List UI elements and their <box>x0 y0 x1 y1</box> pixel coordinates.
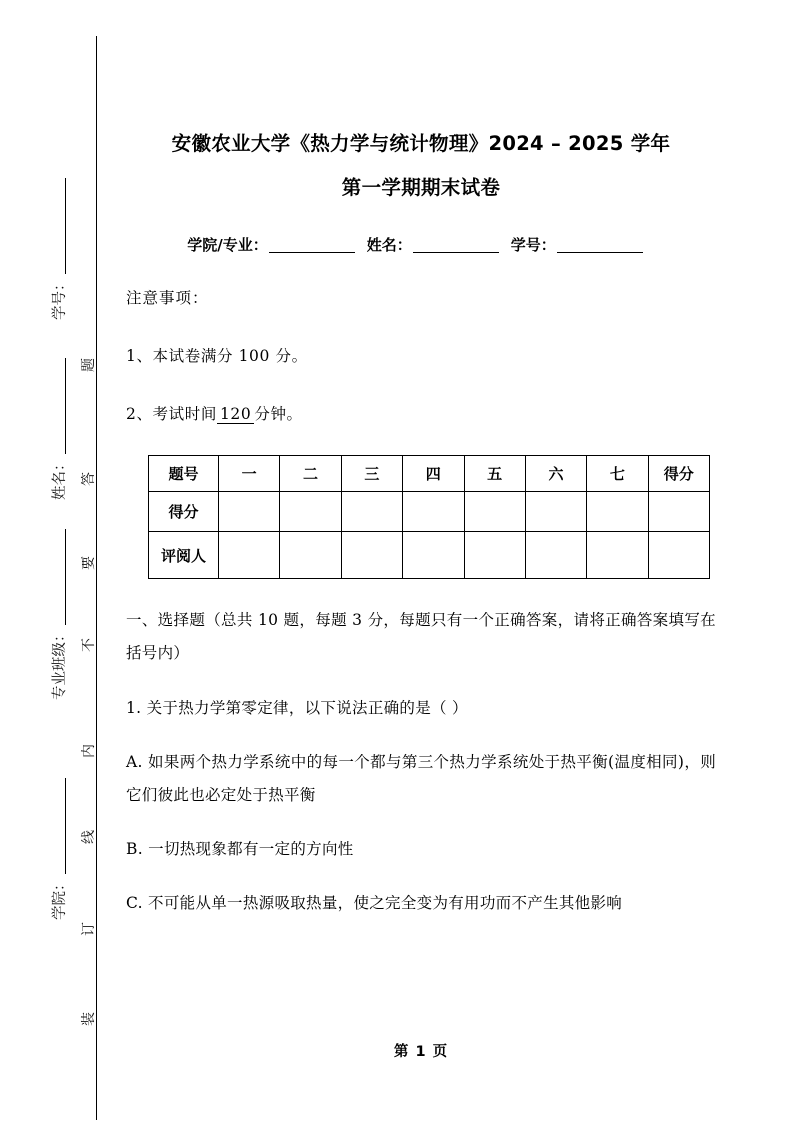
seal-char-6: 订 <box>81 922 97 936</box>
question-1-option-c[interactable]: C. 不可能从单一热源吸取热量，使之完全变为有用功而不产生其他影响 <box>126 894 623 912</box>
score-cell-5[interactable] <box>464 492 525 532</box>
margin-field-student-id[interactable] <box>48 179 69 321</box>
exam-duration-value: 120 <box>217 405 254 424</box>
score-header-cell-0: 题号 <box>149 456 219 492</box>
notice-item-2-prefix: 2、考试时间 <box>126 405 217 423</box>
binding-vertical-rule <box>96 36 97 1120</box>
margin-field-class[interactable] <box>48 530 69 701</box>
grader-cell-7[interactable] <box>587 532 648 579</box>
margin-field-name[interactable] <box>48 359 69 501</box>
section-heading-multiple-choice: 一、选择题（总共 10 题，每题 3 分，每题只有一个正确答案，请将正确答案填写在括号内） <box>126 611 716 662</box>
table-row-score <box>149 492 710 532</box>
margin-field-class-blank[interactable] <box>51 530 67 626</box>
score-cell-1[interactable] <box>219 492 280 532</box>
seal-char-0: 题 <box>81 358 97 372</box>
margin-field-name-label: 姓名： <box>52 456 68 500</box>
score-header-cell-1: 一 <box>219 456 280 492</box>
margin-field-name-blank[interactable] <box>51 359 67 455</box>
margin-field-college-blank[interactable] <box>51 779 67 875</box>
table-row-header <box>149 456 710 492</box>
page-title <box>126 0 716 210</box>
seal-char-7: 装 <box>81 1012 97 1026</box>
score-header-cell-4: 四 <box>403 456 464 492</box>
score-header-cell-6: 六 <box>525 456 586 492</box>
page-title-line-2: 第一学期期末试卷 <box>341 176 501 199</box>
grader-row-label: 评阅人 <box>149 532 219 579</box>
score-header-cell-3: 三 <box>341 456 402 492</box>
page-title-line-1: 安徽农业大学《热力学与统计物理》2024 – 2025 学年 <box>171 132 671 155</box>
name-blank[interactable] <box>413 238 499 253</box>
seal-char-2: 要 <box>81 556 97 570</box>
student-id-label: 学号： <box>510 236 556 254</box>
college-major-label: 学院/专业： <box>187 236 268 254</box>
seal-char-5: 线 <box>81 830 97 844</box>
score-table <box>148 455 710 579</box>
score-table-wrapper <box>126 428 716 579</box>
student-id-field[interactable] <box>511 236 643 254</box>
grader-cell-total[interactable] <box>648 532 709 579</box>
question-1-stem: 1. 关于热力学第零定律，以下说法正确的是（ ） <box>126 699 468 717</box>
margin-field-student-id-label: 学号： <box>52 276 68 320</box>
college-major-blank[interactable] <box>269 238 355 253</box>
name-label: 姓名： <box>366 236 412 254</box>
margin-field-college[interactable] <box>48 779 69 921</box>
seal-char-3: 不 <box>81 638 97 652</box>
margin-field-college-label: 学院： <box>52 876 68 920</box>
score-header-cell-2: 二 <box>280 456 341 492</box>
question-1-option-a[interactable]: A. 如果两个热力学系统中的每一个都与第三个热力学系统处于热平衡(温度相同)，则它们彼此也必定处于热平衡 <box>126 753 716 804</box>
score-row-label: 得分 <box>149 492 219 532</box>
grader-cell-4[interactable] <box>403 532 464 579</box>
grader-cell-3[interactable] <box>341 532 402 579</box>
notice-item-2 <box>126 370 716 428</box>
page-footer: 第 1 页 <box>393 1044 449 1060</box>
name-field[interactable] <box>367 236 499 254</box>
score-header-cell-7: 七 <box>587 456 648 492</box>
grader-cell-2[interactable] <box>280 532 341 579</box>
score-cell-7[interactable] <box>587 492 648 532</box>
seal-char-4: 内 <box>81 744 97 758</box>
college-major-field[interactable] <box>187 236 354 254</box>
margin-field-class-label: 专业班级： <box>52 627 68 700</box>
question-1-option-b[interactable]: B. 一切热现象都有一定的方向性 <box>126 840 354 858</box>
margin-field-student-id-blank[interactable] <box>51 179 67 275</box>
student-id-blank[interactable] <box>557 238 643 253</box>
notice-item-2-suffix: 分钟。 <box>254 405 303 423</box>
main-content <box>126 0 716 1122</box>
student-identity-line <box>126 210 716 255</box>
score-cell-6[interactable] <box>525 492 586 532</box>
score-cell-2[interactable] <box>280 492 341 532</box>
score-header-cell-5: 五 <box>464 456 525 492</box>
score-cell-3[interactable] <box>341 492 402 532</box>
notice-heading: 注意事项： <box>126 289 209 307</box>
score-header-cell-8: 得分 <box>648 456 709 492</box>
grader-cell-5[interactable] <box>464 532 525 579</box>
notice-item-1: 1、本试卷满分 100 分。 <box>126 347 308 365</box>
grader-cell-1[interactable] <box>219 532 280 579</box>
score-cell-4[interactable] <box>403 492 464 532</box>
table-row-grader <box>149 532 710 579</box>
seal-char-1: 答 <box>81 472 97 486</box>
grader-cell-6[interactable] <box>525 532 586 579</box>
score-cell-total[interactable] <box>648 492 709 532</box>
